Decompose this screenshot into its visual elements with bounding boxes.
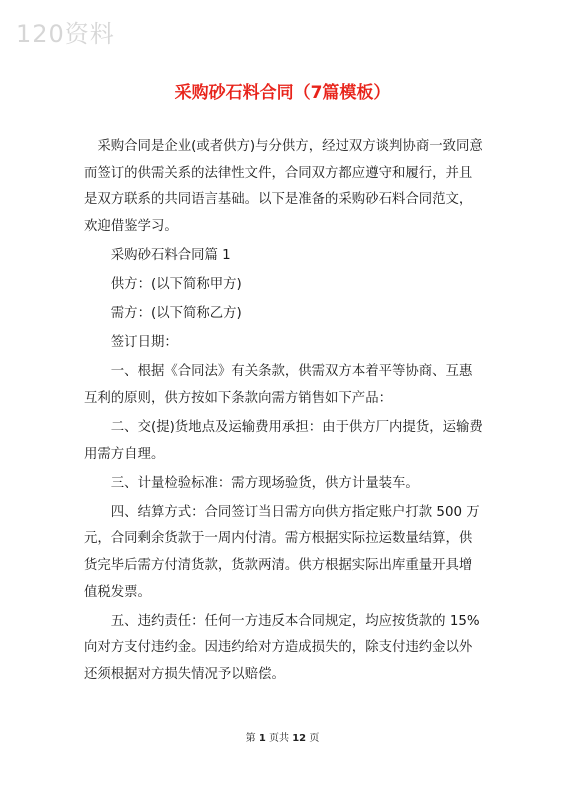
footer-middle: 页共 xyxy=(269,733,290,744)
supplier-line: 供方：(以下简称甲方) xyxy=(110,277,242,293)
document-title: 采购砂石料合同（7篇模板） xyxy=(174,83,391,103)
total-pages-number: 12 xyxy=(292,733,307,744)
buyer-line: 需方：(以下简称乙方) xyxy=(110,306,242,322)
clause-1: 一、根据《合同法》有关条款，供需双方本着平等协商、互惠互利的原则，供方按如下条款向需方销售如下产品： xyxy=(84,364,473,406)
document-body xyxy=(84,134,484,691)
footer-prefix: 第 xyxy=(245,733,256,744)
clause-4: 四、结算方式：合同签订当日需方向供方指定账户打款 500 万元，合同剩余货款于一周内付清。需方根据实际拉运数量结算，供货完毕后需方付清货款，货款两清。供方根据实际出库重量开具增值税发票。 xyxy=(84,504,480,600)
footer-suffix: 页 xyxy=(309,733,320,744)
current-page-number: 1 xyxy=(258,733,266,744)
page-footer xyxy=(0,729,565,744)
signing-date-line: 签订日期： xyxy=(110,335,178,351)
section-heading: 采购砂石料合同篇 1 xyxy=(110,248,231,264)
clause-5: 五、违约责任：任何一方违反本合同规定，均应按货款的 15%向对方支付违约金。因违约给对方造成损失的，除支付违约金以外还须根据对方损失情况予以赔偿。 xyxy=(84,613,480,683)
intro-paragraph: 采购合同是企业(或者供方)与分供方，经过双方谈判协商一致同意而签订的供需关系的法律性文件，合同双方都应遵守和履行，并且是双方联系的共同语言基础。以下是准备的采购砂石料合同范文，欢迎借鉴学习。 xyxy=(84,139,483,235)
clause-3: 三、计量检验标准：需方现场验货，供方计量装车。 xyxy=(110,475,419,491)
clause-2: 二、交(提)货地点及运输费用承担：由于供方厂内提货，运输费用需方自理。 xyxy=(84,419,483,462)
watermark: 120资料 xyxy=(16,20,115,48)
